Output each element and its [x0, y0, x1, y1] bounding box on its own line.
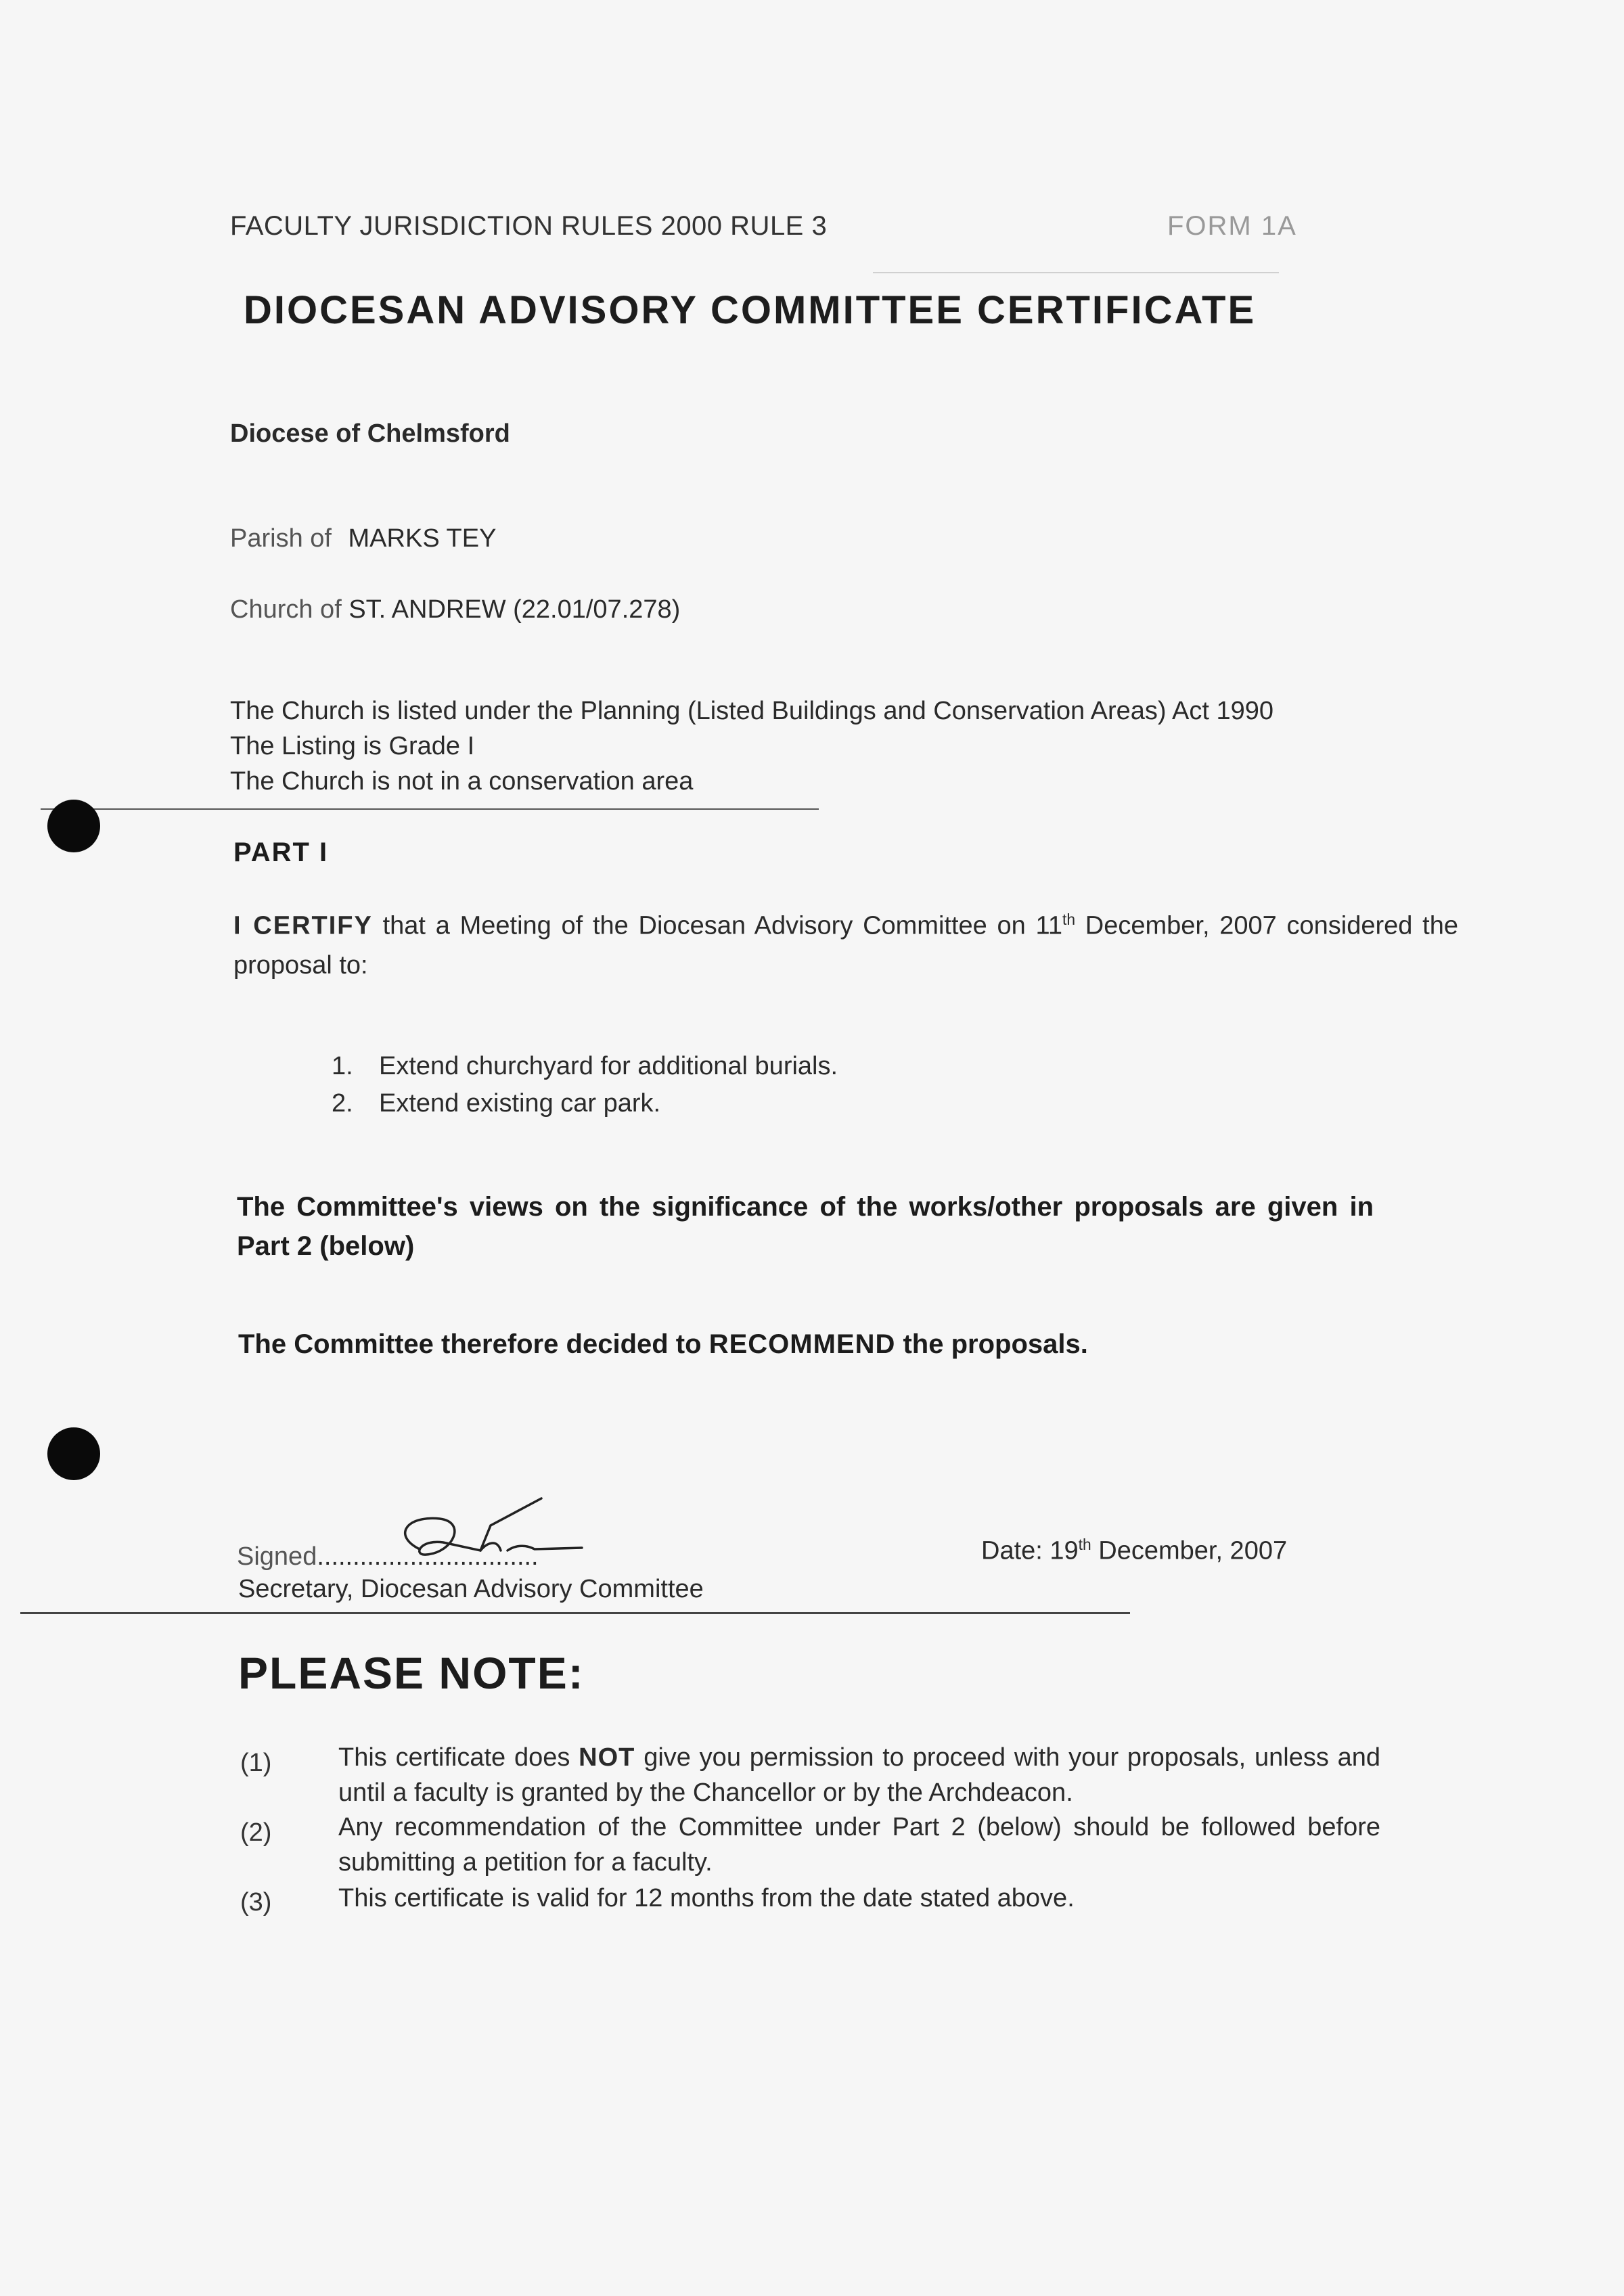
certify-paragraph — [233, 900, 1458, 985]
date-day: 19 — [1050, 1536, 1079, 1565]
diocese: Diocese of Chelmsford — [230, 419, 510, 448]
section-divider — [41, 808, 819, 810]
note-heading: PLEASE NOTE: — [238, 1648, 585, 1698]
proposal-item — [332, 1052, 838, 1081]
parish-line — [230, 524, 496, 553]
note-item: Any recommendation of the Committee under Part 2 (below) should be followed before submitting a petition for a faculty. — [338, 1813, 1380, 1877]
punch-hole — [47, 800, 100, 852]
certify-text: that a Meeting of the Diocesan Advisory Committee on 11 — [382, 911, 1062, 940]
decision-text: The Committee therefore decided to — [238, 1329, 702, 1359]
decision-text-end: the proposals. — [903, 1329, 1088, 1359]
certify-keyword: I CERTIFY — [233, 911, 373, 940]
note-text: This certificate does — [338, 1743, 570, 1772]
signature-dots: ............................... — [317, 1542, 539, 1571]
punch-hole — [47, 1427, 100, 1480]
date-rest: December, 2007 — [1098, 1536, 1288, 1565]
date-label: Date: — [981, 1536, 1043, 1565]
date-line — [981, 1536, 1287, 1566]
date-ordinal: th — [1078, 1536, 1091, 1553]
listing-block — [230, 693, 1273, 799]
decision-keyword: RECOMMEND — [708, 1329, 896, 1359]
signature-scribble — [379, 1488, 609, 1583]
committee-views: The Committee's views on the significance of the works/other proposals are given in Part 2 (below) — [237, 1192, 1374, 1261]
proposal-text: Extend existing car park. — [379, 1089, 661, 1118]
signatory-title: Secretary, Diocesan Advisory Committee — [238, 1575, 704, 1603]
note-number: (3) — [240, 1888, 272, 1916]
signed-label: Signed — [237, 1542, 317, 1571]
note-item — [338, 1740, 1380, 1810]
committee-decision — [238, 1329, 1088, 1360]
note-number: (2) — [240, 1818, 272, 1847]
certify-text-end: December, 2007 considered the proposal to: — [233, 911, 1458, 980]
listing-line: The Listing is Grade I — [230, 732, 475, 760]
document-title: DIOCESAN ADVISORY COMMITTEE CERTIFICATE — [244, 288, 1257, 332]
section-divider — [20, 1612, 1130, 1614]
church-label: Church of — [230, 595, 342, 624]
header-divider — [873, 272, 1279, 273]
rules-reference: FACULTY JURISDICTION RULES 2000 RULE 3 — [230, 211, 828, 241]
listing-line: The Church is not in a conservation area — [230, 767, 694, 796]
proposal-number: 2. — [332, 1089, 353, 1118]
note-item: This certificate is valid for 12 months from the date stated above. — [338, 1884, 1075, 1912]
proposal-text: Extend churchyard for additional burials. — [379, 1052, 838, 1080]
note-text-end: give you permission to proceed with your proposals, unless and until a faculty is granted by the Chancellor or by the Archdeacon. — [338, 1743, 1381, 1807]
part-heading: PART I — [233, 837, 329, 867]
church-name: ST. ANDREW (22.01/07.278) — [348, 595, 681, 624]
parish-label: Parish of — [230, 524, 332, 553]
listing-line: The Church is listed under the Planning (Listed Buildings and Conservation Areas) Act 1990 — [230, 697, 1274, 725]
proposal-number: 1. — [332, 1052, 353, 1080]
church-line — [230, 595, 680, 624]
proposal-item — [332, 1089, 660, 1118]
note-emphasis: NOT — [579, 1743, 635, 1772]
form-number: FORM 1A — [1167, 211, 1297, 241]
certify-ordinal: th — [1062, 911, 1075, 928]
parish-name: MARKS TEY — [348, 524, 497, 553]
note-number: (1) — [240, 1749, 272, 1777]
